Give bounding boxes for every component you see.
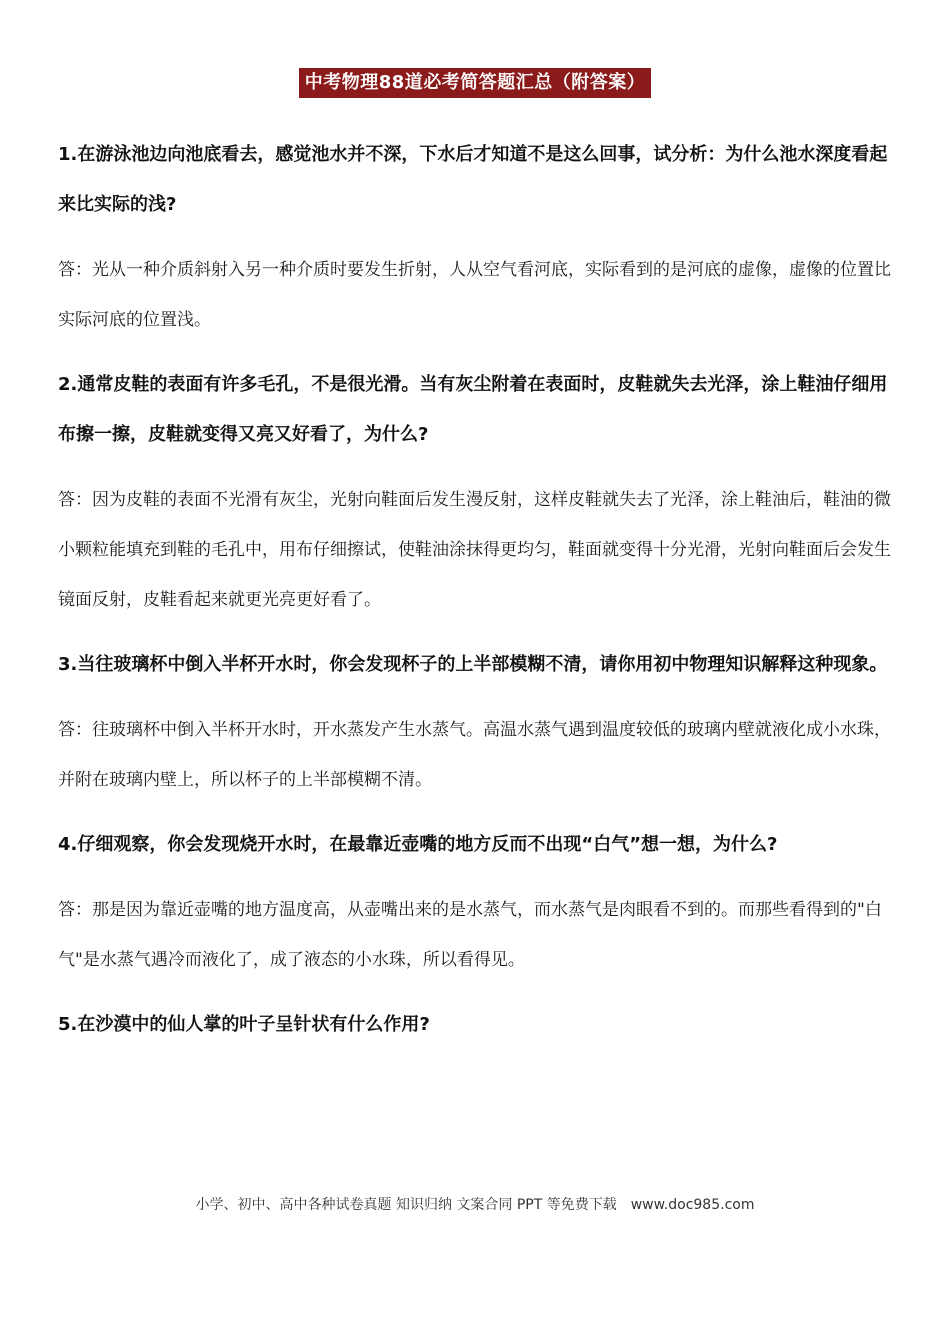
question-text: 5.在沙漠中的仙人掌的叶子呈针状有什么作用? [58, 1014, 430, 1035]
question-text: 4.仔细观察，你会发现烧开水时，在最靠近壶嘴的地方反而不出现“白气”想一想，为什么? [58, 834, 778, 855]
qa-item-3 [58, 640, 894, 805]
page-footer: 小学、初中、高中各种试卷真题 知识归纳 文案合同 PPT 等免费下载 www.doc985.com [195, 1197, 755, 1213]
question-text: 3.当往玻璃杯中倒入半杯开水时，你会发现杯子的上半部模糊不清，请你用初中物理知识解释这种现象。 [58, 654, 888, 675]
answer-text: 答：往玻璃杯中倒入半杯开水时，开水蒸发产生水蒸气。高温水蒸气遇到温度较低的玻璃内壁就液化成小水珠，并附在玻璃内壁上，所以杯子的上半部模糊不清。 [58, 720, 891, 790]
document-title: 中考物理88道必考简答题汇总（附答案） [299, 68, 652, 98]
answer-text: 答：光从一种介质斜射入另一种介质时要发生折射，人从空气看河底，实际看到的是河底的虚像，虚像的位置比实际河底的位置浅。 [58, 260, 891, 330]
qa-item-5 [58, 1000, 894, 1050]
title-bar [0, 68, 950, 98]
qa-item-2 [58, 360, 894, 625]
answer-text: 答：因为皮鞋的表面不光滑有灰尘，光射向鞋面后发生漫反射，这样皮鞋就失去了光泽，涂上鞋油后，鞋油的微小颗粒能填充到鞋的毛孔中，用布仔细擦试，使鞋油涂抹得更均匀，鞋面就变得十分光滑，光射向鞋面后会发生镜面反射，皮鞋看起来就更光亮更好看了。 [58, 490, 891, 610]
qa-item-4 [58, 820, 894, 985]
answer-text: 答：那是因为靠近壶嘴的地方温度高，从壶嘴出来的是水蒸气，而水蒸气是肉眼看不到的。而那些看得到的"白气"是水蒸气遇冷而液化了，成了液态的小水珠，所以看得见。 [58, 900, 882, 970]
question-text: 1.在游泳池边向池底看去，感觉池水并不深，下水后才知道不是这么回事，试分析：为什么池水深度看起来比实际的浅? [58, 144, 888, 215]
qa-item-1 [58, 130, 894, 345]
question-text: 2.通常皮鞋的表面有许多毛孔，不是很光滑。当有灰尘附着在表面时，皮鞋就失去光泽，涂上鞋油仔细用布擦一擦，皮鞋就变得又亮又好看了，为什么? [58, 374, 888, 445]
qa-list [58, 130, 894, 1050]
